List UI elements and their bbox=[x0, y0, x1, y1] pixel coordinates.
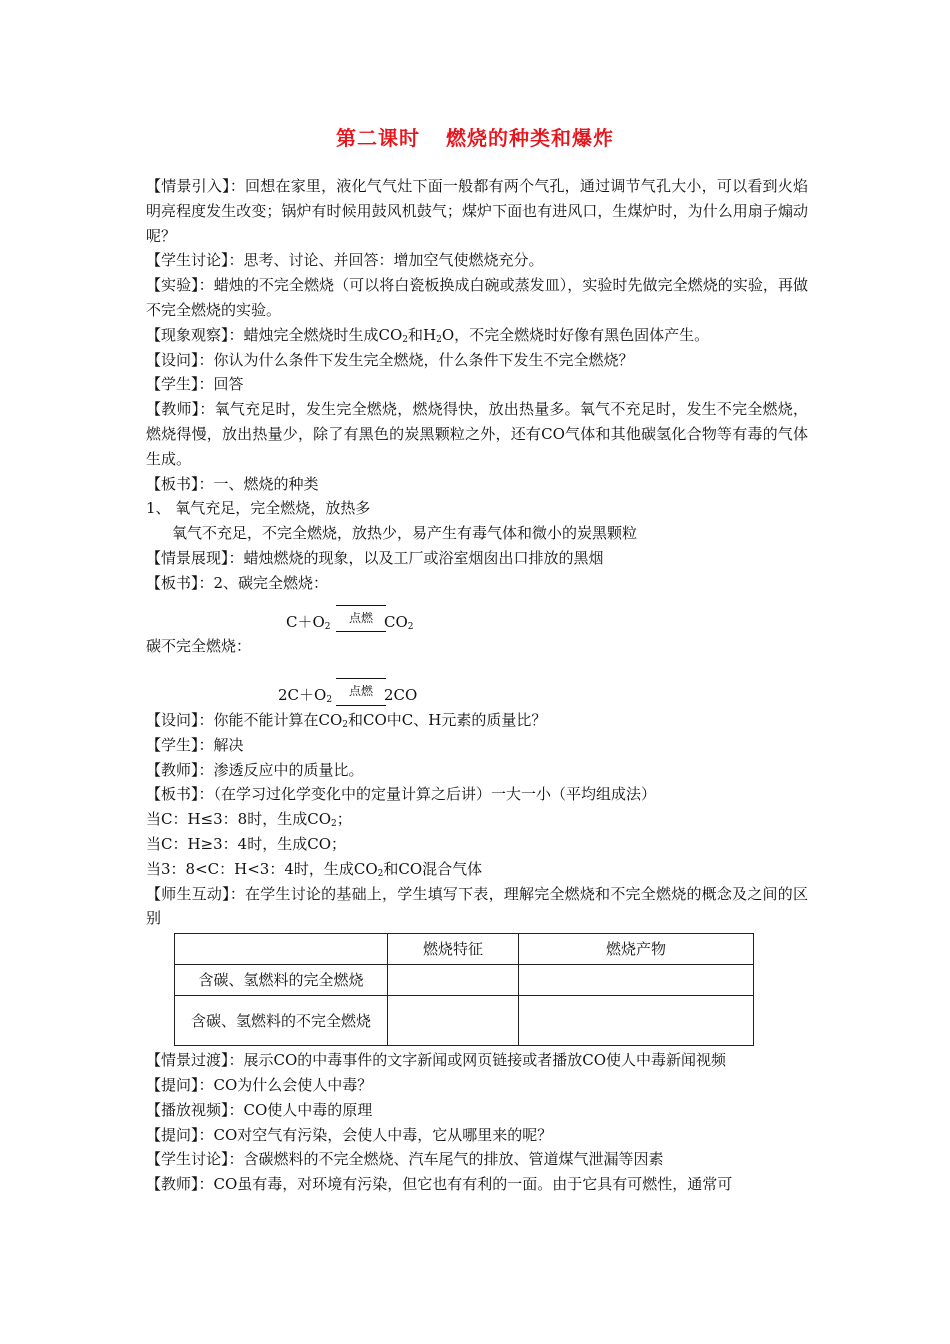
table-row: 含碳、氢燃料的完全燃烧 bbox=[175, 965, 754, 996]
paragraph-scene-transition: 【情景过渡】：展示CO的中毒事件的文字新闻或网页链接或者播放CO使人中毒新闻视频 bbox=[146, 1051, 727, 1070]
paragraph-point-1: 1、 氧气充足，完全燃烧，放热多 bbox=[146, 499, 371, 518]
paragraph-rule-1: 当C：H≤3：8时，生成$CO_2$； bbox=[146, 810, 352, 830]
page-title bbox=[0, 122, 950, 151]
title-topic: 燃烧的种类和爆炸 bbox=[446, 126, 614, 150]
paragraph-ask-2: 【提问】：CO对空气有污染，会使人中毒，它从哪里来的呢？ bbox=[146, 1125, 553, 1144]
reaction-condition: 点燃 bbox=[336, 681, 386, 706]
comparison-table bbox=[174, 933, 754, 1046]
paragraph-teacher: 【教师】：氧气充足时，发生完全燃烧，燃烧得快，放出热量多。氧气不充足时，发生不完全燃烧，燃烧得慢，放出热量少，除了有黑色的炭黑颗粒之外，还有CO气体和其他碳氢化合物等有毒的气体生成。 bbox=[146, 400, 808, 468]
equation-complete-combustion: $C+O_2$ 点燃 $CO_2$ bbox=[146, 610, 808, 635]
paragraph-question: 【设问】：你认为什么条件下发生完全燃烧，什么条件下发生不完全燃烧？ bbox=[146, 350, 634, 369]
document-body bbox=[146, 174, 808, 1197]
paragraph-rule-3: 当3：8<C：H<3：4时，生成$CO_2$和CO混合气体 bbox=[146, 859, 483, 879]
table-row: 含碳、氢燃料的不完全燃烧 bbox=[175, 996, 754, 1046]
paragraph-scene-intro: 【情景引入】：回想在家里，液化气气灶下面一般都有两个气孔，通过调节气孔大小，可以看到火焰明亮程度发生改变；锅炉有时候用鼓风机鼓气；煤炉下面也有进风口，生煤炉时，为什么用扇子煽动呢？ bbox=[146, 177, 808, 245]
paragraph-student-discussion: 【学生讨论】：思考、讨论、并回答：增加空气使燃烧充分。 bbox=[146, 251, 544, 270]
paragraph-teacher-2: 【教师】：渗透反应中的质量比。 bbox=[146, 760, 364, 779]
paragraph-rule-2: 当C：H≥3：4时，生成CO； bbox=[146, 834, 346, 853]
paragraph-student-discussion-2: 【学生讨论】：含碳燃料的不完全燃烧、汽车尾气的排放、管道煤气泄漏等因素 bbox=[146, 1150, 664, 1169]
paragraph-interaction: 【师生互动】：在学生讨论的基础上，学生填写下表，理解完全燃烧和不完全燃烧的概念及之间的区别 bbox=[146, 884, 808, 928]
table-header-row: 燃烧特征 燃烧产物 bbox=[175, 934, 754, 965]
title-lesson: 第二课时 bbox=[336, 126, 420, 150]
equation-incomplete-combustion: $2C+O_2$ 点燃 2CO bbox=[146, 683, 808, 708]
paragraph-ask-1: 【提问】：CO为什么会使人中毒？ bbox=[146, 1075, 373, 1094]
paragraph-experiment: 【实验】：蜡烛的不完全燃烧（可以将白瓷板换成白碗或蒸发皿），实验时先做完全燃烧的实验，再做不完全燃烧的实验。 bbox=[146, 276, 808, 319]
paragraph-board-3: 【板书】：（在学习过化学变化中的定量计算之后讲）一大一小（平均组成法） bbox=[146, 785, 657, 804]
reaction-condition: 点燃 bbox=[336, 608, 386, 633]
paragraph-video: 【播放视频】：CO使人中毒的原理 bbox=[146, 1100, 373, 1119]
paragraph-student: 【学生】：回答 bbox=[146, 375, 244, 394]
paragraph-scene-display: 【情景展现】：蜡烛燃烧的现象，以及工厂或浴室烟囱出口排放的黑烟 bbox=[146, 548, 604, 567]
paragraph-question-2: 【设问】：你能不能计算在$CO_2$和CO中C、H元素的质量比？ bbox=[146, 710, 547, 730]
paragraph-board-1: 【板书】：一、燃烧的种类 bbox=[146, 474, 319, 493]
paragraph-teacher-3: 【教师】：CO虽有毒，对环境有污染，但它也有有利的一面。由于它具有可燃性，通常可 bbox=[146, 1175, 733, 1194]
paragraph-point-1b: 氧气不充足，不完全燃烧，放热少，易产生有毒气体和微小的炭黑颗粒 bbox=[172, 524, 638, 543]
paragraph-student-2: 【学生】：解决 bbox=[146, 735, 244, 754]
paragraph-incomplete-label: 碳不完全燃烧： bbox=[146, 637, 252, 656]
paragraph-board-2: 【板书】：2、碳完全燃烧： bbox=[146, 573, 329, 592]
paragraph-observation: 【现象观察】：蜡烛完全燃烧时生成$CO_2$和$H_2O$，不完全燃烧时好像有黑色固体产生。 bbox=[146, 325, 710, 345]
